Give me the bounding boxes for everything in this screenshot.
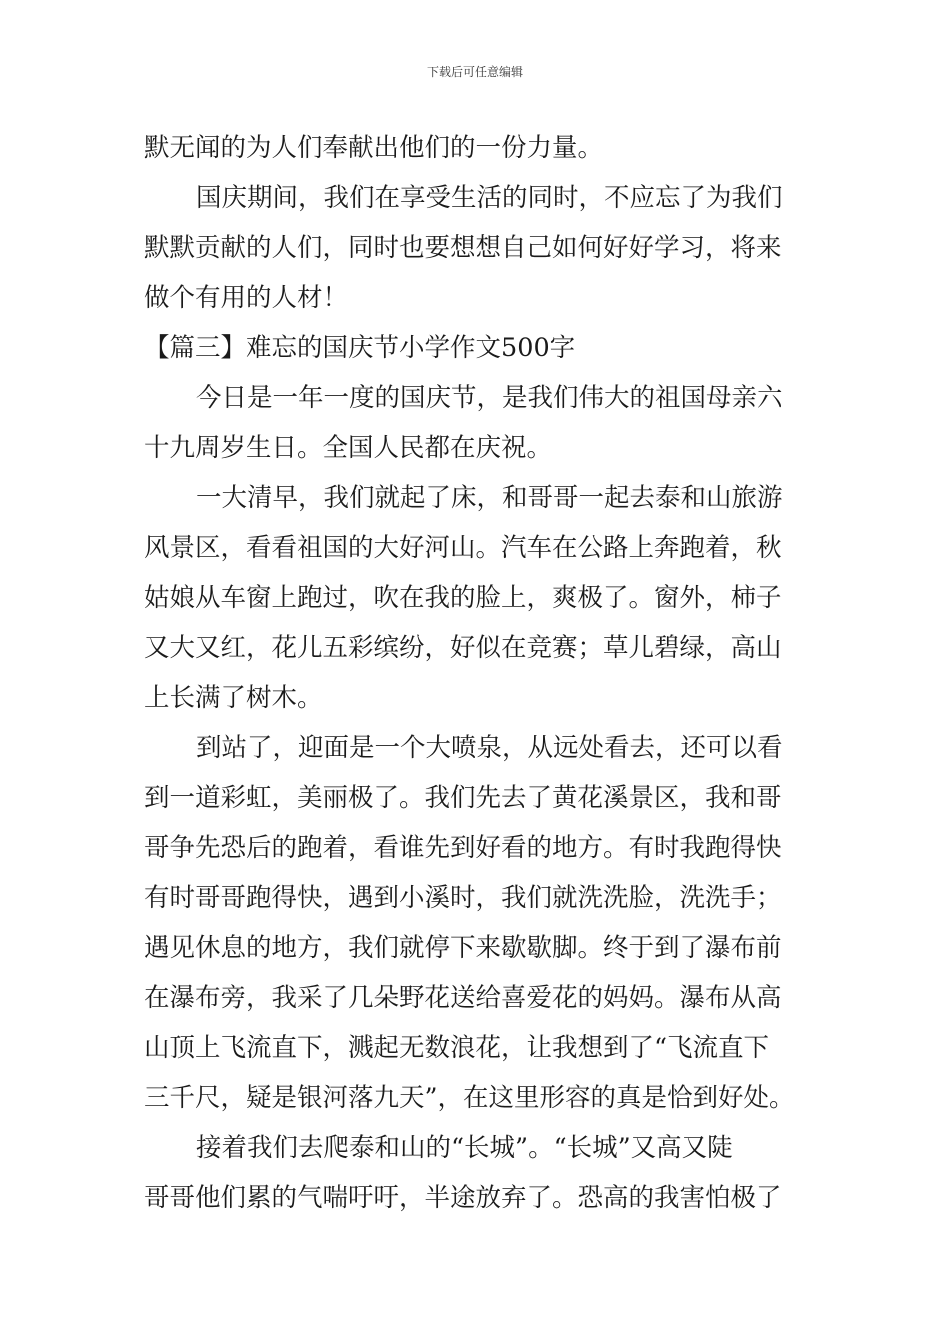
text-line: 今日是一年一度的国庆节，是我们伟大的祖国母亲六 xyxy=(196,383,783,413)
text-line: 到站了，迎面是一个大喷泉，从远处看去，还可以看 xyxy=(196,733,783,763)
text-line: 姑娘从车窗上跑过，吹在我的脸上，爽极了。窗外，柿子 xyxy=(144,583,782,613)
page-header: 下载后可任意编辑 xyxy=(426,65,523,79)
text-line: 有时哥哥跑得快，遇到小溪时，我们就洗洗脸，洗洗手； xyxy=(144,883,782,913)
text-line: 遇见休息的地方，我们就停下来歇歇脚。终于到了瀑布前 xyxy=(144,933,782,963)
text-line: 山顶上飞流直下，溅起无数浪花，让我想到了“飞流直下 xyxy=(144,1033,770,1063)
text-line: 在瀑布旁，我采了几朵野花送给喜爱花的妈妈。瀑布从高 xyxy=(144,983,782,1013)
text-line: 上长满了树木。 xyxy=(144,683,323,713)
section-heading: 【篇三】难忘的国庆节小学作文500字 xyxy=(144,333,576,363)
text-line: 国庆期间，我们在享受生活的同时，不应忘了为我们 xyxy=(196,183,783,213)
text-line: 一大清早，我们就起了床，和哥哥一起去泰和山旅游 xyxy=(196,483,783,513)
text-line: 做个有用的人材！ xyxy=(144,283,349,313)
text-line: 哥争先恐后的跑着，看谁先到好看的地方。有时我跑得快 xyxy=(144,833,782,863)
text-line: 风景区，看看祖国的大好河山。汽车在公路上奔跑着，秋 xyxy=(144,533,782,563)
text-line: 十九周岁生日。全国人民都在庆祝。 xyxy=(144,433,553,463)
text-line: 哥哥他们累的气喘吁吁，半途放弃了。恐高的我害怕极了 xyxy=(144,1183,782,1213)
text-line: 默默贡献的人们，同时也要想想自己如何好好学习，将来 xyxy=(144,233,782,263)
text-line: 三千尺，疑是银河落九天”，在这里形容的真是恰到好处。 xyxy=(144,1083,795,1113)
text-line: 接着我们去爬泰和山的“长城”。“长城”又高又陡 xyxy=(196,1133,733,1163)
text-line: 默无闻的为人们奉献出他们的一份力量。 xyxy=(144,133,604,163)
text-line: 又大又红，花儿五彩缤纷，好似在竞赛；草儿碧绿，高山 xyxy=(144,633,782,663)
text-line: 到一道彩虹，美丽极了。我们先去了黄花溪景区，我和哥 xyxy=(144,783,782,813)
